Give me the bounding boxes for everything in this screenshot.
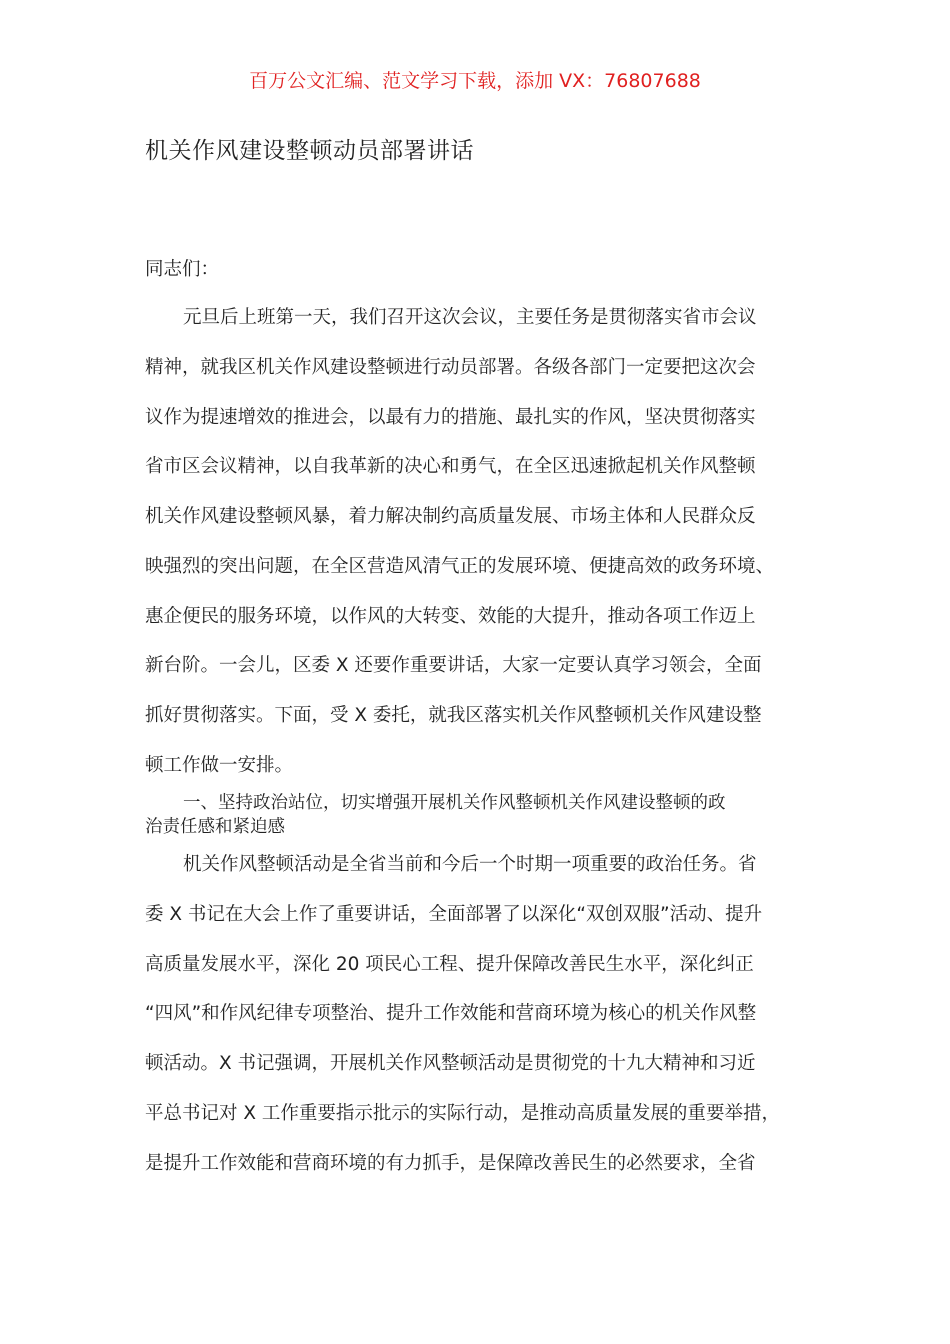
watermark-header: 百万公文汇编、范文学习下载，添加 VX：76807688 — [249, 70, 701, 92]
paragraph-line: 议作为提速增效的推进会，以最有力的措施、最扎实的作风，坚决贯彻落实 — [145, 407, 756, 428]
heading-line: 治责任感和紧迫感 — [145, 817, 285, 837]
paragraph-line: 映强烈的突出问题，在全区营造风清气正的发展环境、便捷高效的政务环境、 — [145, 556, 775, 577]
paragraph-line: 平总书记对 X 工作重要指示批示的实际行动，是推动高质量发展的重要举措， — [145, 1103, 780, 1124]
paragraph-line: 精神，就我区机关作风建设整顿进行动员部署。各级各部门一定要把这次会 — [145, 357, 756, 378]
paragraph-line: 元旦后上班第一天，我们召开这次会议，主要任务是贯彻落实省市会议 — [183, 307, 757, 328]
paragraph-line: “四风”和作风纪律专项整治、提升工作效能和营商环境为核心的机关作风整 — [145, 1003, 757, 1024]
paragraph-line: 新台阶。一会儿，区委 X 还要作重要讲话，大家一定要认真学习领会，全面 — [145, 655, 762, 676]
paragraph-line: 顿活动。X 书记强调，开展机关作风整顿活动是贯彻党的十九大精神和习近 — [145, 1053, 756, 1074]
document-title: 机关作风建设整顿动员部署讲话 — [145, 138, 474, 164]
paragraph-line: 顿工作做一安排。 — [145, 755, 294, 776]
paragraph-line: 是提升工作效能和营商环境的有力抓手，是保障改善民生的必然要求，全省 — [145, 1153, 756, 1174]
paragraph-line: 省市区会议精神，以自我革新的决心和勇气，在全区迅速掀起机关作风整顿 — [145, 456, 756, 477]
paragraph-line: 机关作风整顿活动是全省当前和今后一个时期一项重要的政治任务。省 — [183, 854, 757, 875]
paragraph-line: 机关作风建设整顿风暴，着力解决制约高质量发展、市场主体和人民群众反 — [145, 506, 756, 527]
heading-line: 一、坚持政治站位，切实增强开展机关作风整顿机关作风建设整顿的政 — [183, 793, 726, 813]
paragraph-line: 委 X 书记在大会上作了重要讲话，全面部署了以深化“双创双服”活动、提升 — [145, 904, 763, 925]
paragraph-line: 高质量发展水平，深化 20 项民心工程、提升保障改善民生水平，深化纠正 — [145, 954, 754, 975]
paragraph-line: 惠企便民的服务环境，以作风的大转变、效能的大提升，推动各项工作迈上 — [145, 606, 756, 627]
salutation: 同志们： — [145, 259, 220, 280]
paragraph-line: 抓好贯彻落实。下面，受 X 委托，就我区落实机关作风整顿机关作风建设整 — [145, 705, 762, 726]
